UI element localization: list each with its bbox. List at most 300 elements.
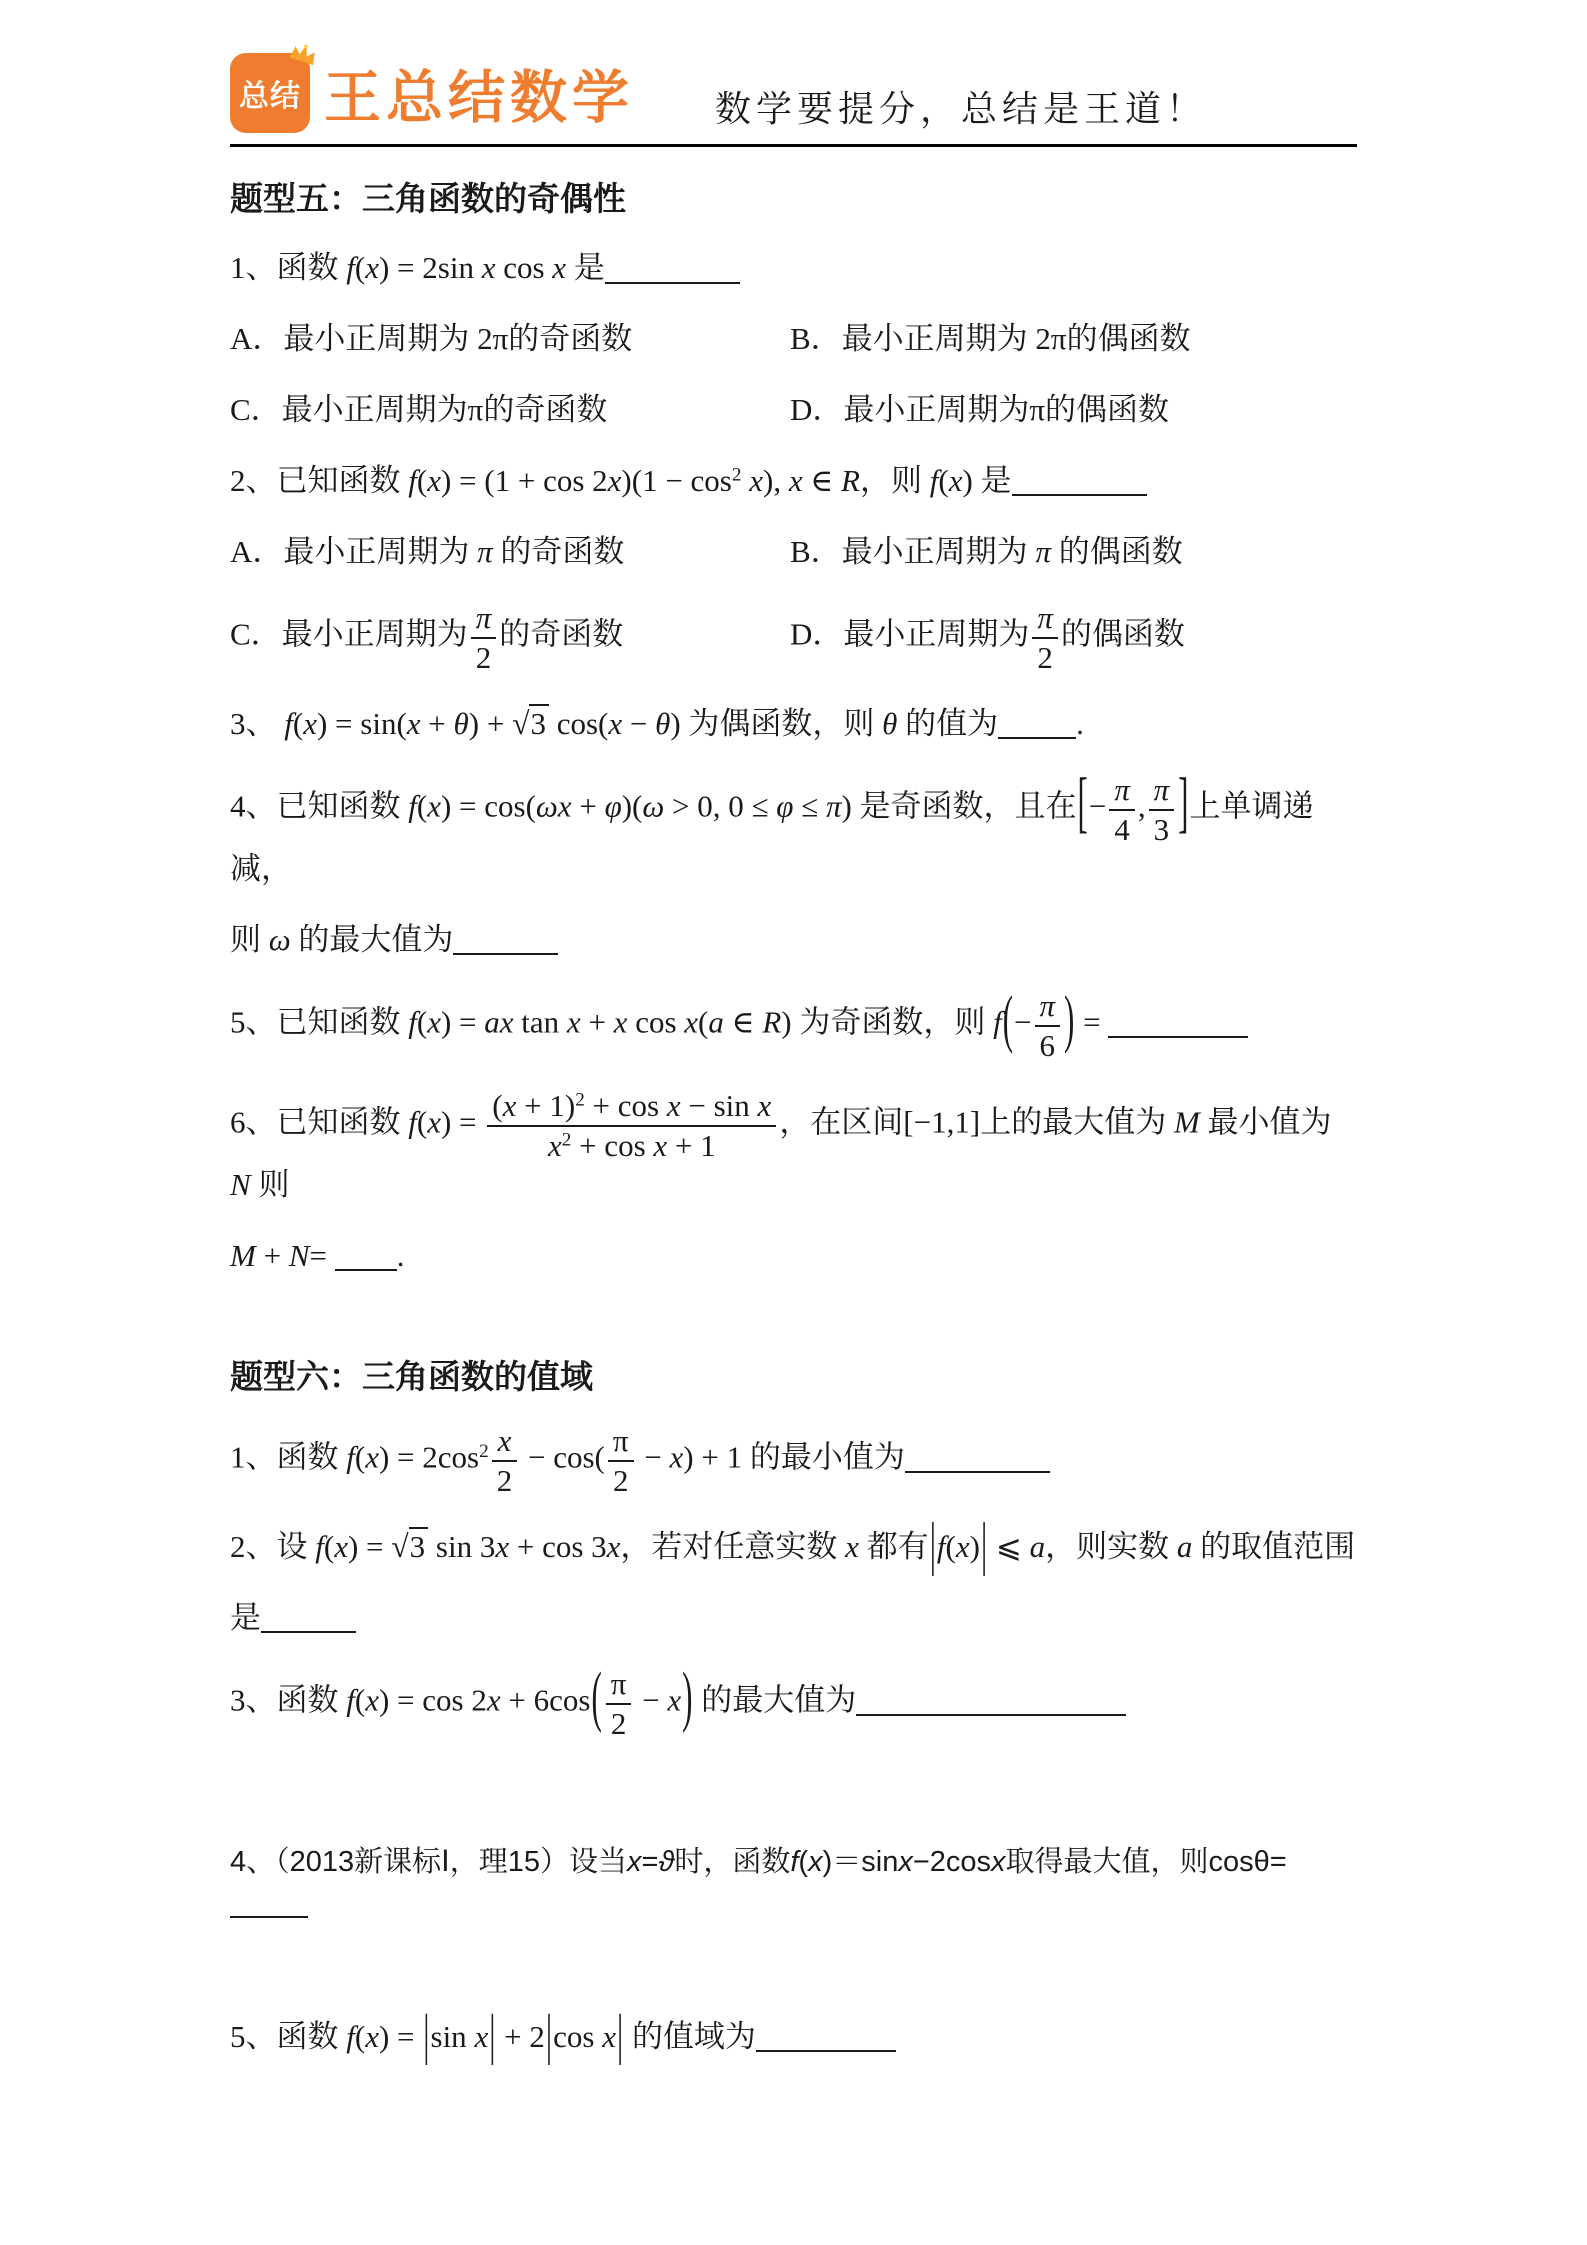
math-variable: π xyxy=(825,788,842,824)
answer-blank xyxy=(230,1887,308,1919)
math-variable: π xyxy=(1035,533,1051,569)
answer-blank xyxy=(605,250,740,284)
option-left xyxy=(230,317,790,362)
math-text: C．最小正周期为 xyxy=(230,616,468,652)
math-variable: f xyxy=(346,1682,355,1718)
fraction xyxy=(471,601,497,675)
fraction-denominator xyxy=(606,1705,632,1741)
math-variable: x xyxy=(365,1682,379,1718)
math-text: 的取值范围 xyxy=(1192,1528,1356,1564)
answer-blank xyxy=(998,706,1076,740)
math-text: ≤ xyxy=(793,788,826,824)
math-text: + xyxy=(255,1237,289,1273)
math-text: 5、函数 xyxy=(230,2018,347,2054)
math-variable: x xyxy=(406,705,421,741)
math-text: − cos( xyxy=(520,1439,605,1475)
math-variable: π xyxy=(1039,987,1056,1023)
math-text: ) 是奇函数，且在 xyxy=(841,788,1077,824)
big-delimiter: | xyxy=(489,2002,496,2066)
math-text: )(1 − cos xyxy=(621,462,732,498)
math-variable: x xyxy=(653,1128,668,1164)
math-text: + xyxy=(580,1004,614,1040)
math-variable: x xyxy=(495,1528,510,1564)
math-text: ) = xyxy=(347,1528,392,1564)
fraction-numerator xyxy=(1032,601,1058,640)
math-text: 1、函数 xyxy=(230,1439,347,1475)
big-delimiter: ] xyxy=(1178,763,1189,841)
math-text: 的奇函数 xyxy=(499,616,624,652)
math-text: + 1 xyxy=(667,1128,716,1164)
superscript: 2 xyxy=(575,1089,585,1111)
big-delimiter: ( xyxy=(1002,981,1014,1055)
fraction xyxy=(1149,773,1175,847)
math-variable: ω xyxy=(642,788,665,824)
math-text: cos xyxy=(495,250,553,285)
math-text: ( xyxy=(323,1528,335,1564)
math-text: 是 xyxy=(230,1599,261,1635)
big-delimiter: | xyxy=(616,2002,624,2066)
math-text: ( xyxy=(354,2018,366,2054)
math-text: 3 xyxy=(530,705,546,741)
math-variable: π xyxy=(1153,771,1170,807)
math-variable: x xyxy=(427,1104,441,1140)
document-body xyxy=(230,173,1357,2066)
superscript: 2 xyxy=(561,1129,572,1151)
math-text: > 0, 0 ≤ xyxy=(664,788,777,824)
math-variable: x xyxy=(365,1439,379,1475)
math-text: 6 xyxy=(1039,1028,1056,1064)
math-variable: x xyxy=(481,250,496,285)
answer-blank xyxy=(756,2019,896,2053)
math-variable: ϑ xyxy=(658,1845,675,1878)
section-title: 题型六：三角函数的值域 xyxy=(230,1359,593,1396)
math-variable: θ xyxy=(453,705,469,741)
math-text: 2、已知函数 xyxy=(230,462,409,498)
math-text: )( xyxy=(621,788,643,824)
math-variable: f xyxy=(315,1528,324,1564)
fraction-numerator xyxy=(608,1424,634,1463)
math-variable: x xyxy=(898,1845,913,1878)
math-text: = xyxy=(1075,1004,1109,1040)
fraction xyxy=(1032,601,1058,675)
math-text: ∈ xyxy=(723,1004,763,1040)
math-variable: x xyxy=(474,2018,489,2054)
math-text: 的最大值为 xyxy=(290,921,454,957)
math-variable: x xyxy=(365,2018,379,2054)
math-text: ) = (1 + cos 2 xyxy=(440,462,608,498)
math-text: sin xyxy=(430,2018,475,2054)
math-text: + cos xyxy=(584,1087,667,1123)
math-text: + cos 3 xyxy=(509,1528,607,1564)
math-text: ) = xyxy=(378,2018,423,2054)
math-text: π xyxy=(610,1665,627,1701)
fraction-denominator xyxy=(1149,811,1175,847)
math-variable: x xyxy=(749,462,763,498)
brand-name: 王总结数学 xyxy=(324,66,634,130)
math-variable: x xyxy=(684,1004,699,1040)
math-variable: x xyxy=(608,705,623,741)
fraction-denominator xyxy=(471,639,497,675)
problem-line xyxy=(230,1510,1357,1577)
problem-line xyxy=(230,1234,1357,1279)
math-text: 2 xyxy=(496,1463,513,1499)
math-text: ，在区间[−1,1]上的最大值为 xyxy=(779,1104,1174,1140)
math-variable: π xyxy=(1037,599,1053,635)
math-text: ∈ xyxy=(802,462,842,498)
math-text: ( xyxy=(416,1004,428,1040)
options-row xyxy=(230,388,1357,433)
math-text: ( xyxy=(292,705,304,741)
math-variable: ax xyxy=(484,1004,514,1040)
fraction xyxy=(608,1424,634,1498)
math-text: ) 是 xyxy=(962,462,1012,498)
fraction-denominator xyxy=(492,1462,518,1498)
math-text: + 2 xyxy=(496,2018,545,2054)
math-text: 4 xyxy=(1114,812,1130,848)
math-text: 3、 xyxy=(230,705,285,741)
math-variable: f xyxy=(346,1439,355,1475)
math-text: ) = xyxy=(440,1104,485,1140)
math-variable: x xyxy=(991,1845,1006,1878)
fraction xyxy=(492,1424,518,1498)
math-variable: M xyxy=(1173,1104,1200,1140)
fraction-numerator xyxy=(1149,773,1175,812)
math-text: 取得最大值，则cosθ= xyxy=(1005,1845,1287,1878)
math-text: ) + xyxy=(468,705,513,741)
answer-blank xyxy=(856,1682,1126,1716)
answer-blank xyxy=(1108,1004,1248,1038)
math-text: 2 xyxy=(475,640,492,676)
math-text: ) = 2cos xyxy=(378,1439,480,1475)
problem-line xyxy=(230,1424,1357,1498)
math-variable: x xyxy=(845,1528,859,1564)
math-text: − xyxy=(622,705,656,741)
superscript: 2 xyxy=(731,464,742,486)
problem-line xyxy=(230,1596,1357,1641)
math-text: ) = cos 2 xyxy=(378,1682,487,1718)
math-text: , xyxy=(1137,788,1146,824)
math-variable: x xyxy=(502,1087,517,1123)
fraction-numerator xyxy=(1109,773,1135,812)
problem-line xyxy=(230,246,1357,291)
math-variable: a xyxy=(1176,1528,1193,1564)
math-variable: M xyxy=(230,1237,256,1273)
math-text: cos( xyxy=(548,705,609,741)
fraction xyxy=(1035,989,1061,1063)
math-variable: x xyxy=(666,1087,681,1123)
answer-blank xyxy=(335,1238,397,1272)
math-variable: x xyxy=(552,250,567,285)
math-text: A．最小正周期为 xyxy=(230,533,478,569)
math-text: ( xyxy=(354,1439,366,1475)
math-text: 的最大值为 xyxy=(693,1682,857,1718)
math-text: ⩽ xyxy=(988,1528,1030,1564)
math-variable: ωx xyxy=(535,788,572,824)
math-text: + cos xyxy=(571,1128,654,1164)
math-variable: x xyxy=(427,462,441,498)
math-text: 2 xyxy=(1037,640,1053,676)
math-text: D．最小正周期为π的偶函数 xyxy=(790,391,1170,427)
math-variable: f xyxy=(993,1004,1002,1040)
math-text: = xyxy=(309,1237,335,1273)
math-text: + xyxy=(571,788,605,824)
fraction-numerator xyxy=(606,1667,632,1706)
math-variable: f xyxy=(790,1845,799,1878)
big-delimiter: [ xyxy=(1077,763,1088,841)
math-variable: x xyxy=(667,1682,682,1718)
math-text: ( xyxy=(416,1104,428,1140)
math-text: 的偶函数 xyxy=(1050,533,1183,569)
math-text: + xyxy=(420,705,454,741)
math-text: + 1) xyxy=(516,1087,576,1123)
math-variable: x xyxy=(669,1439,684,1475)
math-text: ) 为偶函数，则 xyxy=(670,705,883,741)
math-variable: x xyxy=(606,1528,621,1564)
math-text: A．最小正周期为 2π的奇函数 xyxy=(230,320,633,356)
math-variable: x xyxy=(486,1682,501,1718)
math-variable: R xyxy=(762,1004,782,1040)
big-delimiter: | xyxy=(980,1510,988,1577)
math-text: 的奇函数 xyxy=(492,533,625,569)
answer-blank xyxy=(453,922,558,956)
math-text: π xyxy=(612,1422,629,1458)
math-variable: π xyxy=(1114,771,1130,807)
radical-sign: √ xyxy=(391,1528,409,1564)
fraction xyxy=(487,1089,776,1163)
math-variable: x xyxy=(427,788,441,824)
problem-line xyxy=(230,763,1357,892)
problem-line xyxy=(230,1841,1357,1925)
math-text: 2 xyxy=(612,1463,629,1499)
answer-blank xyxy=(905,1439,1050,1473)
math-text: 3 xyxy=(409,1528,426,1564)
math-text: ) xyxy=(969,1528,980,1564)
fraction-numerator xyxy=(492,1424,518,1463)
math-text: ) = cos( xyxy=(440,788,536,824)
problem-line xyxy=(230,459,1357,504)
math-text: . xyxy=(396,1237,405,1273)
math-variable: x xyxy=(808,1845,823,1878)
problem-line xyxy=(230,701,1357,747)
problem-line xyxy=(230,2002,1357,2066)
math-text: ( xyxy=(416,462,428,498)
big-delimiter: | xyxy=(423,2002,430,2066)
math-text: 6、已知函数 xyxy=(230,1104,409,1140)
answer-blank xyxy=(261,1600,356,1634)
section-title: 题型五：三角函数的奇偶性 xyxy=(230,182,626,218)
math-text: − xyxy=(1088,788,1107,824)
math-text: ( xyxy=(938,462,949,498)
fraction-denominator xyxy=(487,1127,776,1163)
math-text: − sin xyxy=(680,1087,758,1123)
math-text: ( xyxy=(698,1004,709,1040)
math-text: 则 xyxy=(230,921,269,957)
math-text: 4、已知函数 xyxy=(230,788,409,824)
math-text: cos xyxy=(553,2018,603,2054)
fraction-denominator xyxy=(1109,811,1135,847)
brand-logo-badge xyxy=(230,53,310,133)
math-variable: x xyxy=(948,462,963,498)
math-text: ( xyxy=(492,1087,503,1123)
fraction xyxy=(1109,773,1135,847)
math-variable: φ xyxy=(776,788,794,824)
big-delimiter: ( xyxy=(591,1657,602,1735)
math-variable: π xyxy=(477,533,493,569)
math-text: D．最小正周期为 xyxy=(790,616,1030,652)
option-right xyxy=(790,601,1357,675)
math-variable: ω xyxy=(268,921,291,957)
math-text: ) = 2sin xyxy=(378,250,482,285)
math-text: . xyxy=(1076,705,1084,741)
math-text: C．最小正周期为π的奇函数 xyxy=(230,391,608,427)
option-right xyxy=(790,388,1357,433)
math-text: )＝sin xyxy=(822,1845,899,1878)
math-variable: x xyxy=(497,1422,512,1458)
math-text: 的值域为 xyxy=(624,2018,756,2054)
math-text: 4、（2013新课标Ⅰ，理15）设当 xyxy=(230,1845,627,1878)
math-text: 时，函数 xyxy=(674,1845,791,1878)
math-text: 最小值为 xyxy=(1199,1104,1332,1140)
fraction xyxy=(606,1667,632,1741)
math-variable: a xyxy=(708,1004,724,1040)
math-text: ) + 1 的最小值为 xyxy=(683,1439,905,1475)
math-text: 的偶函数 xyxy=(1060,616,1185,652)
math-variable: a xyxy=(1029,1528,1046,1564)
math-variable: f xyxy=(284,705,293,741)
math-variable: x xyxy=(788,462,803,498)
math-variable: x xyxy=(757,1087,772,1123)
math-text: tan xyxy=(513,1004,567,1040)
fraction-numerator xyxy=(1035,989,1061,1028)
big-delimiter: ) xyxy=(1064,981,1075,1055)
fraction-denominator xyxy=(1032,639,1058,675)
math-text: 3 xyxy=(1153,812,1170,848)
square-root xyxy=(512,701,549,747)
math-variable: f xyxy=(408,462,417,498)
math-text: 2 xyxy=(610,1706,627,1742)
math-text: ( xyxy=(416,788,428,824)
radical-sign: √ xyxy=(512,705,530,741)
math-text: 上单调递减， xyxy=(230,788,1314,886)
fraction-numerator xyxy=(487,1089,776,1128)
math-text: ), xyxy=(763,462,789,498)
brand-badge-text: 总结 xyxy=(239,80,301,113)
math-text: −2cos xyxy=(912,1845,992,1878)
math-variable: π xyxy=(475,599,492,635)
math-text: + 6cos xyxy=(500,1682,591,1718)
math-text: − xyxy=(1014,1004,1032,1040)
math-text: ( xyxy=(798,1845,809,1878)
math-variable: x xyxy=(547,1128,562,1164)
superscript: 2 xyxy=(479,1440,489,1462)
math-variable: φ xyxy=(604,788,622,824)
fraction-denominator xyxy=(608,1462,634,1498)
math-text: ( xyxy=(354,1682,366,1718)
square-root xyxy=(391,1524,428,1570)
option-left xyxy=(230,530,790,575)
math-variable: f xyxy=(929,462,939,498)
problem-line xyxy=(230,918,1357,963)
math-variable: x xyxy=(602,2018,616,2054)
math-variable: x xyxy=(566,1004,581,1040)
problem-line xyxy=(230,981,1357,1064)
math-text: ) = xyxy=(440,1004,485,1040)
big-delimiter: | xyxy=(929,1510,936,1577)
math-text: 2、设 xyxy=(230,1528,316,1564)
math-text: 都有 xyxy=(858,1528,929,1564)
problem-line xyxy=(230,1089,1357,1208)
big-delimiter: ) xyxy=(682,1657,693,1735)
math-text: ，若对任意实数 xyxy=(620,1528,846,1564)
math-variable: N xyxy=(230,1166,251,1202)
math-text: ，则实数 xyxy=(1045,1528,1177,1564)
math-text: ，则 xyxy=(859,462,930,498)
fraction-numerator xyxy=(471,601,497,640)
math-text: cos xyxy=(627,1004,685,1040)
math-text: 是 xyxy=(566,250,605,285)
math-variable: f xyxy=(346,2018,355,2054)
option-right xyxy=(790,530,1357,575)
math-variable: N xyxy=(288,1237,310,1273)
math-variable: f xyxy=(936,1528,946,1564)
math-variable: x xyxy=(334,1528,348,1564)
math-text: − xyxy=(636,1439,670,1475)
math-text: 5、已知函数 xyxy=(230,1004,409,1040)
math-text: B．最小正周期为 2π的偶函数 xyxy=(790,320,1191,356)
brand-logo xyxy=(230,52,634,134)
math-text: sin 3 xyxy=(428,1528,496,1564)
options-row xyxy=(230,317,1357,362)
page-header xyxy=(230,52,1357,147)
math-text: = xyxy=(641,1845,659,1878)
math-text: ) = sin( xyxy=(316,705,407,741)
option-right xyxy=(790,317,1357,362)
option-left xyxy=(230,601,790,675)
math-variable: x xyxy=(607,462,622,498)
math-variable: R xyxy=(841,462,860,498)
math-variable: f xyxy=(408,1104,417,1140)
math-variable: x xyxy=(427,1004,441,1040)
math-text: ( xyxy=(945,1528,956,1564)
big-delimiter: | xyxy=(545,2002,553,2066)
section xyxy=(230,1351,1357,2066)
math-variable: f xyxy=(408,788,417,824)
math-text: 1、函数 xyxy=(230,250,347,285)
options-row xyxy=(230,530,1357,575)
math-text: ( xyxy=(354,250,366,285)
option-left xyxy=(230,388,790,433)
math-text: B．最小正周期为 xyxy=(790,533,1036,569)
section xyxy=(230,173,1357,1279)
math-text: 3、函数 xyxy=(230,1682,347,1718)
math-variable: θ xyxy=(882,705,898,741)
math-variable: θ xyxy=(655,705,671,741)
math-variable: f xyxy=(346,250,355,285)
problem-line xyxy=(230,1657,1357,1742)
math-text: 则 xyxy=(250,1166,290,1202)
slogan: 数学要提分，总结是王道！ xyxy=(714,89,1207,129)
answer-blank xyxy=(1012,463,1147,497)
math-text: 的值为 xyxy=(897,705,999,741)
math-variable: x xyxy=(626,1845,642,1878)
math-text: − xyxy=(634,1682,668,1718)
math-variable: x xyxy=(955,1528,970,1564)
options-row xyxy=(230,601,1357,675)
math-variable: x xyxy=(303,705,317,741)
math-text: ) 为奇函数，则 xyxy=(781,1004,994,1040)
math-variable: f xyxy=(408,1004,417,1040)
fraction-denominator xyxy=(1035,1027,1061,1063)
